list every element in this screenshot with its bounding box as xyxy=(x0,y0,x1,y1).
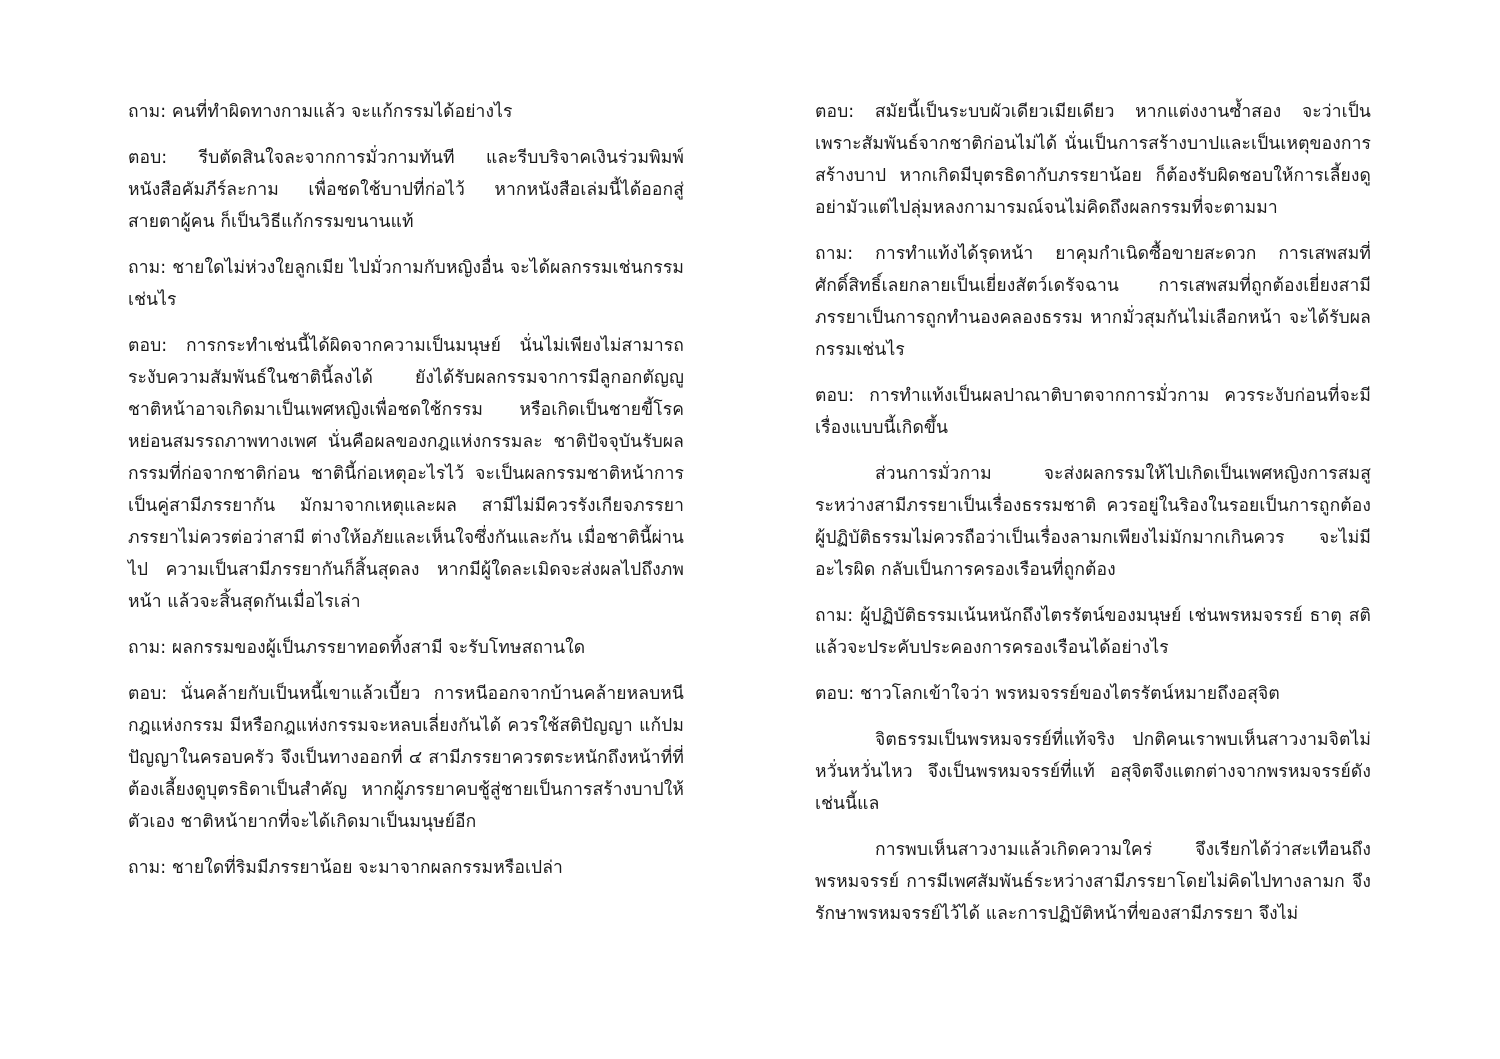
answer-paragraph: ตอบ: นั่นคล้ายกับเป็นหนี้เขาแล้วเบี้ยว การหนีออกจากบ้านคล้ายหลบหนีกฎแห่งกรรม มีหรือกฎแห่งกรรมจะหลบเลี่ยงกันได้ ควรใช้สติปัญญา แก้ปมปัญญาในครอบครัว จึงเป็นทางออกที่ ๔ สามีภรรยาควรตระหนักถึงหน้าที่ที่ต้องเลี้ยงดูบุตรธิดาเป็นสำคัญ หากผู้ภรรยาคบชู้สู่ชายเป็นการสร้างบาปให้ตัวเอง ชาติหน้ายากที่จะได้เกิดมาเป็นมนุษย์อีก xyxy=(128,684,684,832)
body-paragraph: การพบเห็นสาวงามแล้วเกิดความใคร่ จึงเรียกได้ว่าสะเทือนถึงพรหมจรรย์ การมีเพศสัมพันธ์ระหว่างสามีภรรยาโดยไม่คิดไปทางลามก จึงรักษาพรหมจรรย์ไว้ได้ และการปฏิบัติหน้าที่ของสามีภรรยา จึงไม่ xyxy=(815,840,1371,924)
answer-paragraph: ตอบ: รีบตัดสินใจละจากการมั่วกามทันที และรีบบริจาคเงินร่วมพิมพ์หนังสือคัมภีร์ละกาม เพื่อชดใช้บาปที่ก่อไว้ หากหนังสือเล่มนี้ได้ออกสู่สายตาผู้คน ก็เป็นวิธีแก้กรรมขนานแท้ xyxy=(128,148,684,232)
question-paragraph: ถาม: ชายใดที่ริมมีภรรยาน้อย จะมาจากผลกรรมหรือเปล่า xyxy=(128,858,563,878)
question-paragraph: ถาม: คนที่ทำผิดทางกามแล้ว จะแก้กรรมได้อย่างไร xyxy=(128,102,513,122)
right-page xyxy=(815,96,1371,944)
body-paragraph: ส่วนการมั่วกาม จะส่งผลกรรมให้ไปเกิดเป็นเพศหญิงการสมสูระหว่างสามีภรรยาเป็นเรื่องธรรมชาติ ควรอยู่ในริองในรอยเป็นการถูกต้อง ผู้ปฏิบัติธรรมไม่ควรถือว่าเป็นเรื่องลามกเพียงไม่มักมากเกินควร จะไม่มีอะไรผิด กลับเป็นการครองเรือนที่ถูกต้อง xyxy=(815,464,1371,580)
answer-paragraph: ตอบ: สมัยนี้เป็นระบบผัวเดียวเมียเดียว หากแต่งงานซ้ำสอง จะว่าเป็นเพราะสัมพันธ์จากชาติก่อนไม่ได้ นั่นเป็นการสร้างบาปและเป็นเหตุของการสร้างบาป หากเกิดมีบุตรธิดากับภรรยาน้อย ก็ต้องรับผิดชอบให้การเลี้ยงดูอย่ามัวแต่ไปลุ่มหลงกามารมณ์จนไม่คิดถึงผลกรรมที่จะตามมา xyxy=(815,102,1371,218)
question-paragraph: ถาม: ผลกรรมของผู้เป็นภรรยาทอดทิ้งสามี จะรับโทษสถานใด xyxy=(128,638,586,658)
question-paragraph: ถาม: ชายใดไม่ห่วงใยลูกเมีย ไปมั่วกามกับหญิงอื่น จะได้ผลกรรมเช่นกรรมเช่นไร xyxy=(128,258,684,310)
answer-paragraph: ตอบ: การทำแท้งเป็นผลปาณาติบาตจากการมั่วกาม ควรระงับก่อนที่จะมีเรื่องแบบนี้เกิดขึ้น xyxy=(815,386,1371,438)
question-paragraph: ถาม: การทำแท้งได้รุดหน้า ยาคุมกำเนิดซื้อขายสะดวก การเสพสมที่ศักดิ์สิทธิ์เลยกลายเป็นเยี่ยงสัตว์เดรัจฉาน การเสพสมที่ถูกต้องเยี่ยงสามีภรรยาเป็นการถูกทำนองคลองธรรม หากมั่วสุมกันไม่เลือกหน้า จะได้รับผลกรรมเช่นไร xyxy=(815,244,1371,360)
left-page xyxy=(128,96,684,898)
answer-paragraph: ตอบ: ชาวโลกเข้าใจว่า พรหมจรรย์ของไตรรัตน์หมายถึงอสุจิต xyxy=(815,684,1280,704)
answer-paragraph: ตอบ: การกระทำเช่นนี้ได้ผิดจากความเป็นมนุษย์ นั่นไม่เพียงไม่สามารถระงับความสัมพันธ์ในชาตินี้ลงได้ ยังได้รับผลกรรมจาการมีลูกอกตัญญู ชาติหน้าอาจเกิดมาเป็นเพศหญิงเพื่อชดใช้กรรม หรือเกิดเป็นชายขี้โรค หย่อนสมรรถภาพทางเพศ นั่นคือผลของกฎแห่งกรรมละ ชาติปัจจุบันรับผลกรรมที่ก่อจากชาติก่อน ชาตินี้ก่อเหตุอะไรไว้ จะเป็นผลกรรมชาติหน้าการเป็นคู่สามีภรรยากัน มักมาจากเหตุและผล สามีไม่มีควรรังเกียจภรรยา ภรรยาไม่ควรต่อว่าสามี ต่างให้อภัยและเห็นใจซึ่งกันและกัน เมื่อชาตินี้ผ่านไป ความเป็นสามีภรรยากันก็สิ้นสุดลง หากมีผู้ใดละเมิดจะส่งผลไปถึงภพหน้า แล้วจะสิ้นสุดกันเมื่อไรเล่า xyxy=(128,336,684,612)
body-paragraph: จิตธรรมเป็นพรหมจรรย์ที่แท้จริง ปกติคนเราพบเห็นสาวงามจิตไม่หวั่นหวั่นไหว จึงเป็นพรหมจรรย์ที่แท้ อสุจิตจึงแตกต่างจากพรหมจรรย์ดังเช่นนี้แล xyxy=(815,730,1371,814)
question-paragraph: ถาม: ผู้ปฏิบัติธรรมเน้นหนักถึงไตรรัตน์ของมนุษย์ เช่นพรหมจรรย์ ธาตุ สติ แล้วจะประคับประคองการครองเรือนได้อย่างไร xyxy=(815,606,1371,658)
